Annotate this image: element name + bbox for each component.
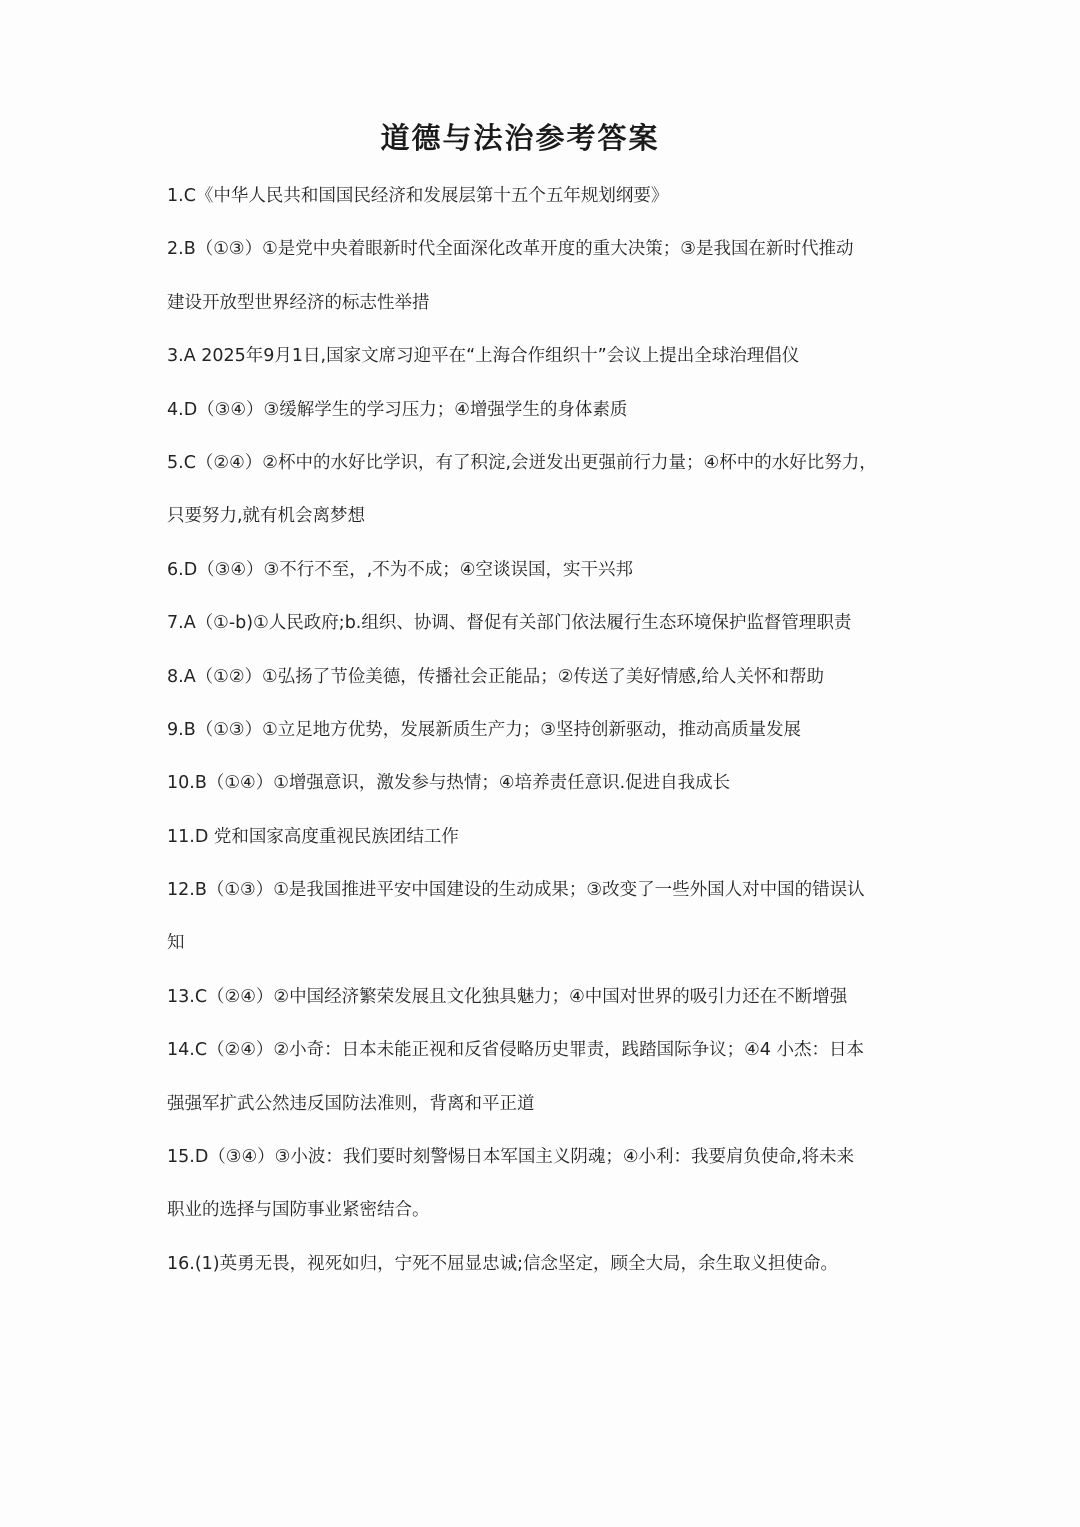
answer-line-8: 8.A（①②）①弘扬了节俭美德，传播社会正能品；②传送了美好情感,给人关怀和帮助: [167, 666, 824, 687]
answer-line-14: 14.C（②④）②小奇：日本未能正视和反省侵略历史罪责，践踏国际争议；④4 小杰：日本: [167, 1040, 864, 1061]
answer-line-4: 4.D（③④）③缓解学生的学习压力；④增强学生的身体素质: [167, 399, 628, 420]
answer-line-12: 12.B（①③）①是我国推进平安中国建设的生动成果；③改变了一些外国人对中国的错误认: [167, 880, 865, 901]
answer-line-13: 13.C（②④）②中国经济繁荣发展且文化独具魅力；④中国对世界的吸引力还在不断增强: [167, 986, 848, 1007]
answer-line-6: 6.D（③④）③不行不至，,不为不成；④空谈误国，实干兴邦: [167, 559, 633, 580]
document-title: 道德与法治参考答案: [380, 121, 660, 155]
answer-line-3: 3.A 2025年9月1日,国家文席习迎平在“上海合作组织十”会议上提出全球治理倡仪: [167, 346, 800, 367]
answer-line-11: 11.D 党和国家高度重视民族团结工作: [167, 826, 459, 847]
answer-line-2-continued: 建设开放型世界经济的标志性举措: [167, 292, 430, 313]
answer-line-9: 9.B（①③）①立足地方优势，发展新质生产力；③坚持创新驱动，推动高质量发展: [167, 719, 801, 740]
answer-list: [167, 170, 897, 1291]
answer-line-7: 7.A（①-b)①人民政府;b.组织、协调、督促有关部门依法履行生态环境保护监督管理职责: [167, 613, 852, 634]
answer-line-12-continued: 知: [167, 933, 185, 954]
answer-line-2: 2.B（①③）①是党中央着眼新时代全面深化改革开度的重大决策；③是我国在新时代推动: [167, 239, 854, 260]
answer-line-5-continued: 只要努力,就有机会离梦想: [167, 506, 366, 527]
answer-line-1: 1.C《中华人民共和国国民经济和发展层第十五个五年规划纲要》: [167, 186, 669, 206]
answer-line-16: 16.(1)英勇无畏，视死如归，宁死不屈显忠诚;信念坚定，顾全大局，余生取义担使命。: [167, 1253, 839, 1274]
answer-line-15-continued: 职业的选择与国防事业紧密结合。: [167, 1200, 430, 1221]
answer-line-10: 10.B（①④）①增强意识，激发参与热情；④培养责任意识.促进自我成长: [167, 773, 731, 794]
answer-line-5: 5.C（②④）②杯中的水好比学识，有了积淀,会迸发出更强前行力量；④杯中的水好比努力，: [167, 452, 877, 473]
answer-line-14-continued: 强强军扩武公然违反国防法准则，背离和平正道: [167, 1093, 535, 1114]
answer-line-15: 15.D（③④）③小波：我们要时刻警惕日本军国主义阴魂；④小利：我要肩负使命,将未来: [167, 1147, 855, 1168]
